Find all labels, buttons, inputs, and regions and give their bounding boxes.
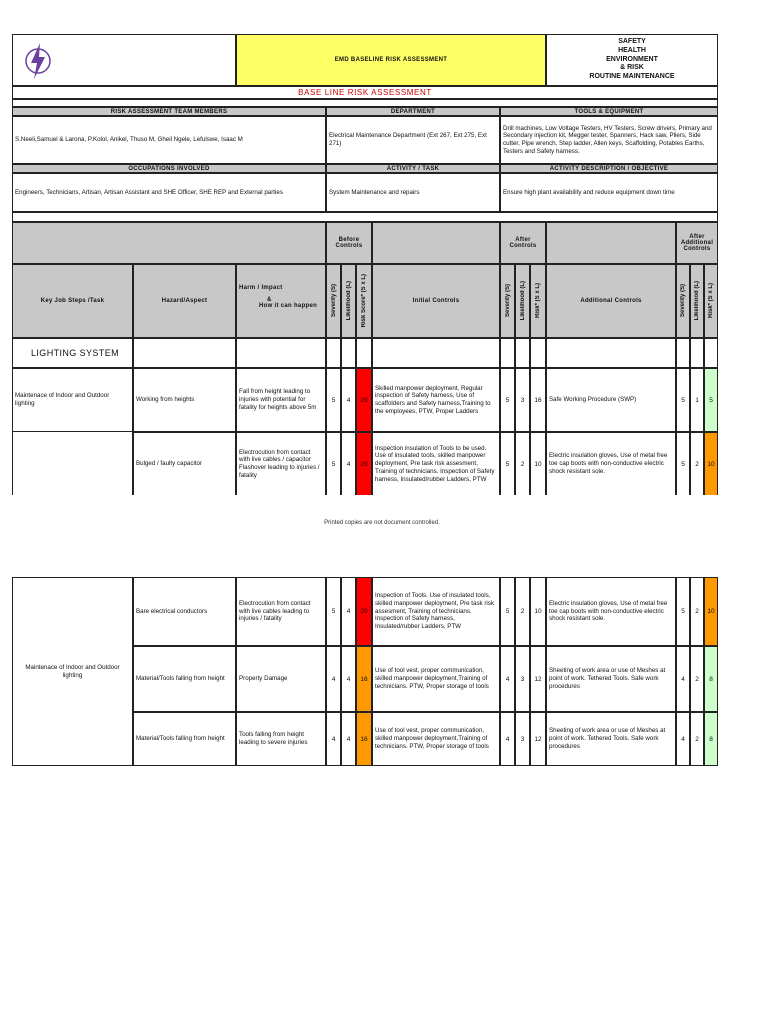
severity-cell <box>326 577 341 646</box>
severity-cell <box>326 712 341 766</box>
severity-cell <box>326 368 341 432</box>
severity-cell <box>676 368 690 432</box>
initial-controls-text: Inspection insulation of Tools to be used. Use of insulated tools, skilled manpower deployment, Pre task risk assesment, Training of technicians. Inspection of Safety harness, Insulated/rubber Ladders, PTW <box>375 444 495 483</box>
tools-value <box>500 116 718 164</box>
table-row-hazard <box>133 712 236 766</box>
company-logo <box>23 41 53 81</box>
likelihood-cell <box>341 577 356 646</box>
team-value <box>12 116 326 164</box>
footer-note-text: Printed copies are not document controlled. <box>324 520 440 526</box>
tools-label <box>500 107 718 116</box>
additional-controls-cell <box>546 712 676 766</box>
section-empty <box>530 338 546 368</box>
she-line: ENVIRONMENT <box>606 55 658 63</box>
risk-score-cell <box>356 577 372 646</box>
section-empty <box>356 338 372 368</box>
additional-controls-text: Sheeting of work area or use of Meshes at point of work. Tethered Tools. Safe work procedures <box>549 667 666 690</box>
col-severity-text: Severity (S) <box>680 284 686 318</box>
section-empty <box>546 338 676 368</box>
col-risk-final-text: Risk* (S x L) <box>708 283 714 319</box>
likelihood-value: 3 <box>520 675 525 683</box>
section-empty <box>704 338 718 368</box>
severity-cell <box>676 646 690 712</box>
likelihood-value: 3 <box>520 735 525 743</box>
risk-final-cell <box>704 432 718 495</box>
department-value-text: Electrical Maintenance Department (Ext 267, Ext 275, Ext 271) <box>329 132 487 147</box>
risk-after-cell <box>530 368 546 432</box>
risk-final-value: 5 <box>709 396 713 404</box>
hazard-text: Material/Tools falling from height <box>136 675 225 683</box>
risk-score-value: 16 <box>360 735 368 743</box>
col-harm <box>236 264 326 338</box>
risk-score-value: 20 <box>360 608 368 615</box>
activity-label-text: ACTIVITY / TASK <box>386 165 440 172</box>
severity-value: 4 <box>331 735 336 743</box>
severity-value: 4 <box>681 735 685 743</box>
activity-value-text: System Maintenance and repairs <box>329 188 420 196</box>
risk-final-value: 10 <box>707 460 715 468</box>
task-text: Maintenace of Indoor and Outdoor lighting <box>25 663 120 679</box>
col-severity-text: Severity (S) <box>330 284 337 318</box>
severity-cell <box>500 432 515 495</box>
risk-after-value: 16 <box>534 396 542 404</box>
subtitle-text: BASE LINE RISK ASSESSMENT <box>298 88 432 97</box>
col-risk-score-text: Risk Score* (S x L) <box>361 274 367 328</box>
risk-score-value: 16 <box>360 675 368 683</box>
likelihood-cell <box>690 432 704 495</box>
table-row-harm <box>236 368 326 432</box>
risk-final-value: 10 <box>707 608 715 615</box>
additional-controls-text: Electric insulation gloves, Use of metal free toe cap boots with non-conductive electric shock resistant sole. <box>549 452 668 475</box>
section-title-cell <box>12 338 133 368</box>
risk-final-cell <box>704 577 718 646</box>
risk-score-value: 20 <box>360 460 368 468</box>
table-row-hazard <box>133 368 236 432</box>
section-title-text: LIGHTING SYSTEM <box>31 348 120 358</box>
severity-value: 5 <box>331 396 336 404</box>
risk-after-cell <box>530 646 546 712</box>
col-additional-controls-text: Additional Controls <box>580 298 642 304</box>
department-value <box>326 116 500 164</box>
likelihood-value: 2 <box>520 460 525 468</box>
severity-cell <box>500 368 515 432</box>
team-label-text: RISK ASSESSMENT TEAM MEMBERS <box>110 108 228 115</box>
before-controls-text: Before Controls <box>335 237 363 249</box>
harm-text: Fall from height leading to injuries with potential for fatality for heights above 5m <box>239 388 317 411</box>
severity-cell <box>326 432 341 495</box>
table-row-harm <box>236 646 326 712</box>
likelihood-value: 4 <box>346 675 351 683</box>
likelihood-cell <box>515 646 530 712</box>
severity-value: 4 <box>331 675 336 683</box>
section-empty <box>690 338 704 368</box>
col-risk-score <box>356 264 372 338</box>
before-controls-header <box>326 222 372 264</box>
risk-final-value: 8 <box>709 735 713 743</box>
initial-controls-cell <box>372 712 500 766</box>
col-risk-after <box>530 264 546 338</box>
table-row-harm <box>236 432 326 495</box>
spacer-row <box>12 212 718 222</box>
risk-score-cell <box>356 368 372 432</box>
col-likelihood-text: Likelihood (L) <box>345 281 352 321</box>
section-empty <box>133 338 236 368</box>
after-controls-text: After Controls <box>509 237 537 249</box>
section-empty <box>372 338 500 368</box>
subtitle-bar <box>12 86 718 99</box>
severity-value: 5 <box>681 460 685 468</box>
band-left <box>12 222 326 264</box>
col-harm-line: Harm / Impact <box>239 285 283 291</box>
table-row-task <box>12 368 133 432</box>
initial-controls-cell <box>372 368 500 432</box>
harm-text: Electrocution from contact with live cables leading to injuries / fatality <box>239 599 311 623</box>
likelihood-value: 4 <box>346 460 351 468</box>
risk-after-cell <box>530 432 546 495</box>
col-harm-line: How it can happen <box>259 303 318 309</box>
likelihood-value: 1 <box>695 396 699 404</box>
risk-final-cell <box>704 712 718 766</box>
initial-controls-text: Use of tool vest, proper communication, skilled manpower deployment,Training of technicians. PTW, Proper storage of tools <box>375 727 489 750</box>
section-empty <box>676 338 690 368</box>
likelihood-cell <box>690 577 704 646</box>
initial-controls-cell <box>372 646 500 712</box>
team-value-text: S.Neeli,Samuel & Larona, P.Kolol, Anikel, Thuso M, Gheil Ngele, Lefulswe, Isaac M <box>15 136 243 144</box>
additional-controls-text: Sheeting of work area or use of Meshes at point of work. Tethered Tools. Safe work procedures <box>549 727 666 750</box>
col-hazard-text: Hazard/Aspect <box>161 298 208 304</box>
objective-value <box>500 173 718 212</box>
occupations-value-text: Engineers, Technicians, Artisan, Artisan Assistant and SHE Officer, SHE REP and External parties <box>15 188 283 196</box>
she-line: ROUTINE MAINTENANCE <box>589 73 675 81</box>
footer-note <box>12 518 752 528</box>
severity-value: 5 <box>505 396 510 404</box>
additional-controls-cell <box>546 432 676 495</box>
severity-cell <box>676 577 690 646</box>
after-additional-text: After Additional Controls <box>680 234 714 252</box>
severity-cell <box>326 646 341 712</box>
spacer-row <box>12 99 718 107</box>
likelihood-cell <box>341 646 356 712</box>
col-hazard <box>133 264 236 338</box>
severity-value: 5 <box>505 460 510 468</box>
activity-label <box>326 164 500 173</box>
objective-label <box>500 164 718 173</box>
col-likelihood-text: Likelihood (L) <box>694 281 700 321</box>
col-likelihood-1 <box>341 264 356 338</box>
severity-cell <box>676 712 690 766</box>
likelihood-value: 2 <box>695 460 699 468</box>
section-empty <box>236 338 326 368</box>
severity-cell <box>500 646 515 712</box>
occupations-label <box>12 164 326 173</box>
harm-text: Property Damage <box>239 675 288 683</box>
risk-after-cell <box>530 577 546 646</box>
likelihood-value: 3 <box>520 396 525 404</box>
table-row-hazard <box>133 577 236 646</box>
risk-score-value: 20 <box>360 396 368 404</box>
severity-value: 4 <box>505 735 510 743</box>
col-harm-line: & <box>267 297 272 303</box>
col-risk-final <box>704 264 718 338</box>
task-text: Maintenace of Indoor and Outdoor lighting <box>15 392 110 407</box>
document-title-text: EMD BASELINE RISK ASSESSMENT <box>334 57 448 63</box>
col-severity-2 <box>500 264 515 338</box>
severity-value: 5 <box>505 608 510 615</box>
col-severity-1 <box>326 264 341 338</box>
she-block <box>546 34 718 86</box>
likelihood-cell <box>515 368 530 432</box>
department-label-text: DEPARTMENT <box>390 108 436 115</box>
severity-value: 5 <box>681 396 685 404</box>
additional-controls-cell <box>546 646 676 712</box>
risk-final-value: 8 <box>709 675 713 683</box>
initial-controls-cell <box>372 577 500 646</box>
col-key-job <box>12 264 133 338</box>
likelihood-cell <box>515 712 530 766</box>
after-controls-header <box>500 222 546 264</box>
table-row-task <box>12 577 133 766</box>
likelihood-cell <box>690 646 704 712</box>
col-initial-controls <box>372 264 500 338</box>
hazard-text: Bare electrical conductors <box>136 607 208 615</box>
occupations-value <box>12 173 326 212</box>
after-additional-header <box>676 222 718 264</box>
band-additional <box>546 222 676 264</box>
severity-cell <box>500 577 515 646</box>
col-likelihood-3 <box>690 264 704 338</box>
she-line: HEALTH <box>618 46 646 54</box>
additional-controls-text: Safe Working Procedure (SWP) <box>549 396 637 404</box>
col-risk-after-text: Risk* (S x L) <box>535 283 541 319</box>
risk-after-value: 12 <box>534 735 542 743</box>
likelihood-value: 2 <box>520 608 525 615</box>
activity-value <box>326 173 500 212</box>
hazard-text: Working from heights <box>136 396 195 404</box>
likelihood-cell <box>690 368 704 432</box>
risk-after-value: 12 <box>534 675 542 683</box>
likelihood-cell <box>515 577 530 646</box>
department-label <box>326 107 500 116</box>
section-empty <box>515 338 530 368</box>
col-additional-controls <box>546 264 676 338</box>
section-empty <box>326 338 341 368</box>
objective-value-text: Ensure high plant availability and reduce equipment down time <box>503 188 675 196</box>
risk-score-cell <box>356 432 372 495</box>
severity-cell <box>676 432 690 495</box>
initial-controls-text: Inspection of Tools. Use of insulated tools, skilled manpower deployment, Pre task risk assesment, Training of technicians. Inspection of Safety harness, Insulated/rubber Ladders, PTW <box>375 592 494 631</box>
section-empty <box>341 338 356 368</box>
risk-after-value: 10 <box>534 608 542 615</box>
tools-value-text: Drill machines, Low Voltage Testers, HV Testers, Screw drivers, Primary and Secondary injection kit, Megger tester, Spanners, Hack saw, Pliers, Side cutter, Pipe wrench, Step ladder, Allen keys, Scaffolding, Potables Earths, Testers and Safety harness. <box>503 124 712 155</box>
severity-value: 5 <box>331 608 336 615</box>
she-line: & RISK <box>620 64 644 72</box>
harm-text: Tools falling from height leading to severe injuries <box>239 731 308 746</box>
likelihood-cell <box>341 432 356 495</box>
risk-after-value: 10 <box>534 460 542 468</box>
col-severity-text: Severity (S) <box>504 284 511 318</box>
objective-label-text: ACTIVITY DESCRIPTION / OBJECTIVE <box>549 165 669 172</box>
likelihood-cell <box>341 712 356 766</box>
section-empty <box>500 338 515 368</box>
table-row-task <box>12 432 133 495</box>
col-likelihood-text: Likelihood (L) <box>519 281 526 321</box>
additional-controls-text: Electric insulation gloves, Use of metal free toe cap boots with non-conductive electric shock resistant sole. <box>549 599 668 623</box>
likelihood-value: 2 <box>695 735 699 743</box>
col-severity-3 <box>676 264 690 338</box>
risk-score-cell <box>356 646 372 712</box>
col-initial-controls-text: Initial Controls <box>412 298 460 304</box>
likelihood-value: 4 <box>346 608 351 615</box>
additional-controls-cell <box>546 577 676 646</box>
lightning-logo-icon <box>23 41 53 81</box>
hazard-text: Material/Tools falling from height <box>136 735 225 743</box>
severity-value: 5 <box>681 608 685 615</box>
severity-value: 5 <box>331 460 336 468</box>
tools-label-text: TOOLS & EQUIPMENT <box>574 108 644 115</box>
likelihood-cell <box>341 368 356 432</box>
risk-after-cell <box>530 712 546 766</box>
severity-cell <box>500 712 515 766</box>
additional-controls-cell <box>546 368 676 432</box>
likelihood-value: 2 <box>695 608 699 615</box>
table-row-hazard <box>133 432 236 495</box>
occupations-label-text: OCCUPATIONS INVOLVED <box>128 165 210 172</box>
band-initial <box>372 222 500 264</box>
likelihood-cell <box>515 432 530 495</box>
likelihood-cell <box>690 712 704 766</box>
hazard-text: Bulged / faulty capacitor <box>136 460 203 468</box>
she-line: SAFETY <box>618 38 646 46</box>
risk-final-cell <box>704 368 718 432</box>
table-row-harm <box>236 577 326 646</box>
likelihood-value: 4 <box>346 396 351 404</box>
likelihood-value: 4 <box>346 735 351 743</box>
severity-value: 4 <box>505 675 510 683</box>
team-label <box>12 107 326 116</box>
harm-text: Electrocution from contact with live cables / capacitor Flashover leading to injuries / fatality <box>239 448 320 479</box>
col-key-job-text: Key Job Steps /Task <box>40 298 105 304</box>
initial-controls-text: Skilled manpower deployment, Regular inspection of Safety harness, Use of scaffolders and Safety harness,Training to the employees, PTW, Proper Ladders <box>375 384 491 415</box>
document-title <box>236 34 546 86</box>
risk-final-cell <box>704 646 718 712</box>
table-row-harm <box>236 712 326 766</box>
likelihood-value: 2 <box>695 675 699 683</box>
col-likelihood-2 <box>515 264 530 338</box>
table-row-hazard <box>133 646 236 712</box>
initial-controls-text: Use of tool vest, proper communication, skilled manpower deployment,Training of technicians. PTW, Proper storage of tools <box>375 667 489 690</box>
severity-value: 4 <box>681 675 685 683</box>
initial-controls-cell <box>372 432 500 495</box>
logo-cell <box>12 34 236 86</box>
risk-score-cell <box>356 712 372 766</box>
